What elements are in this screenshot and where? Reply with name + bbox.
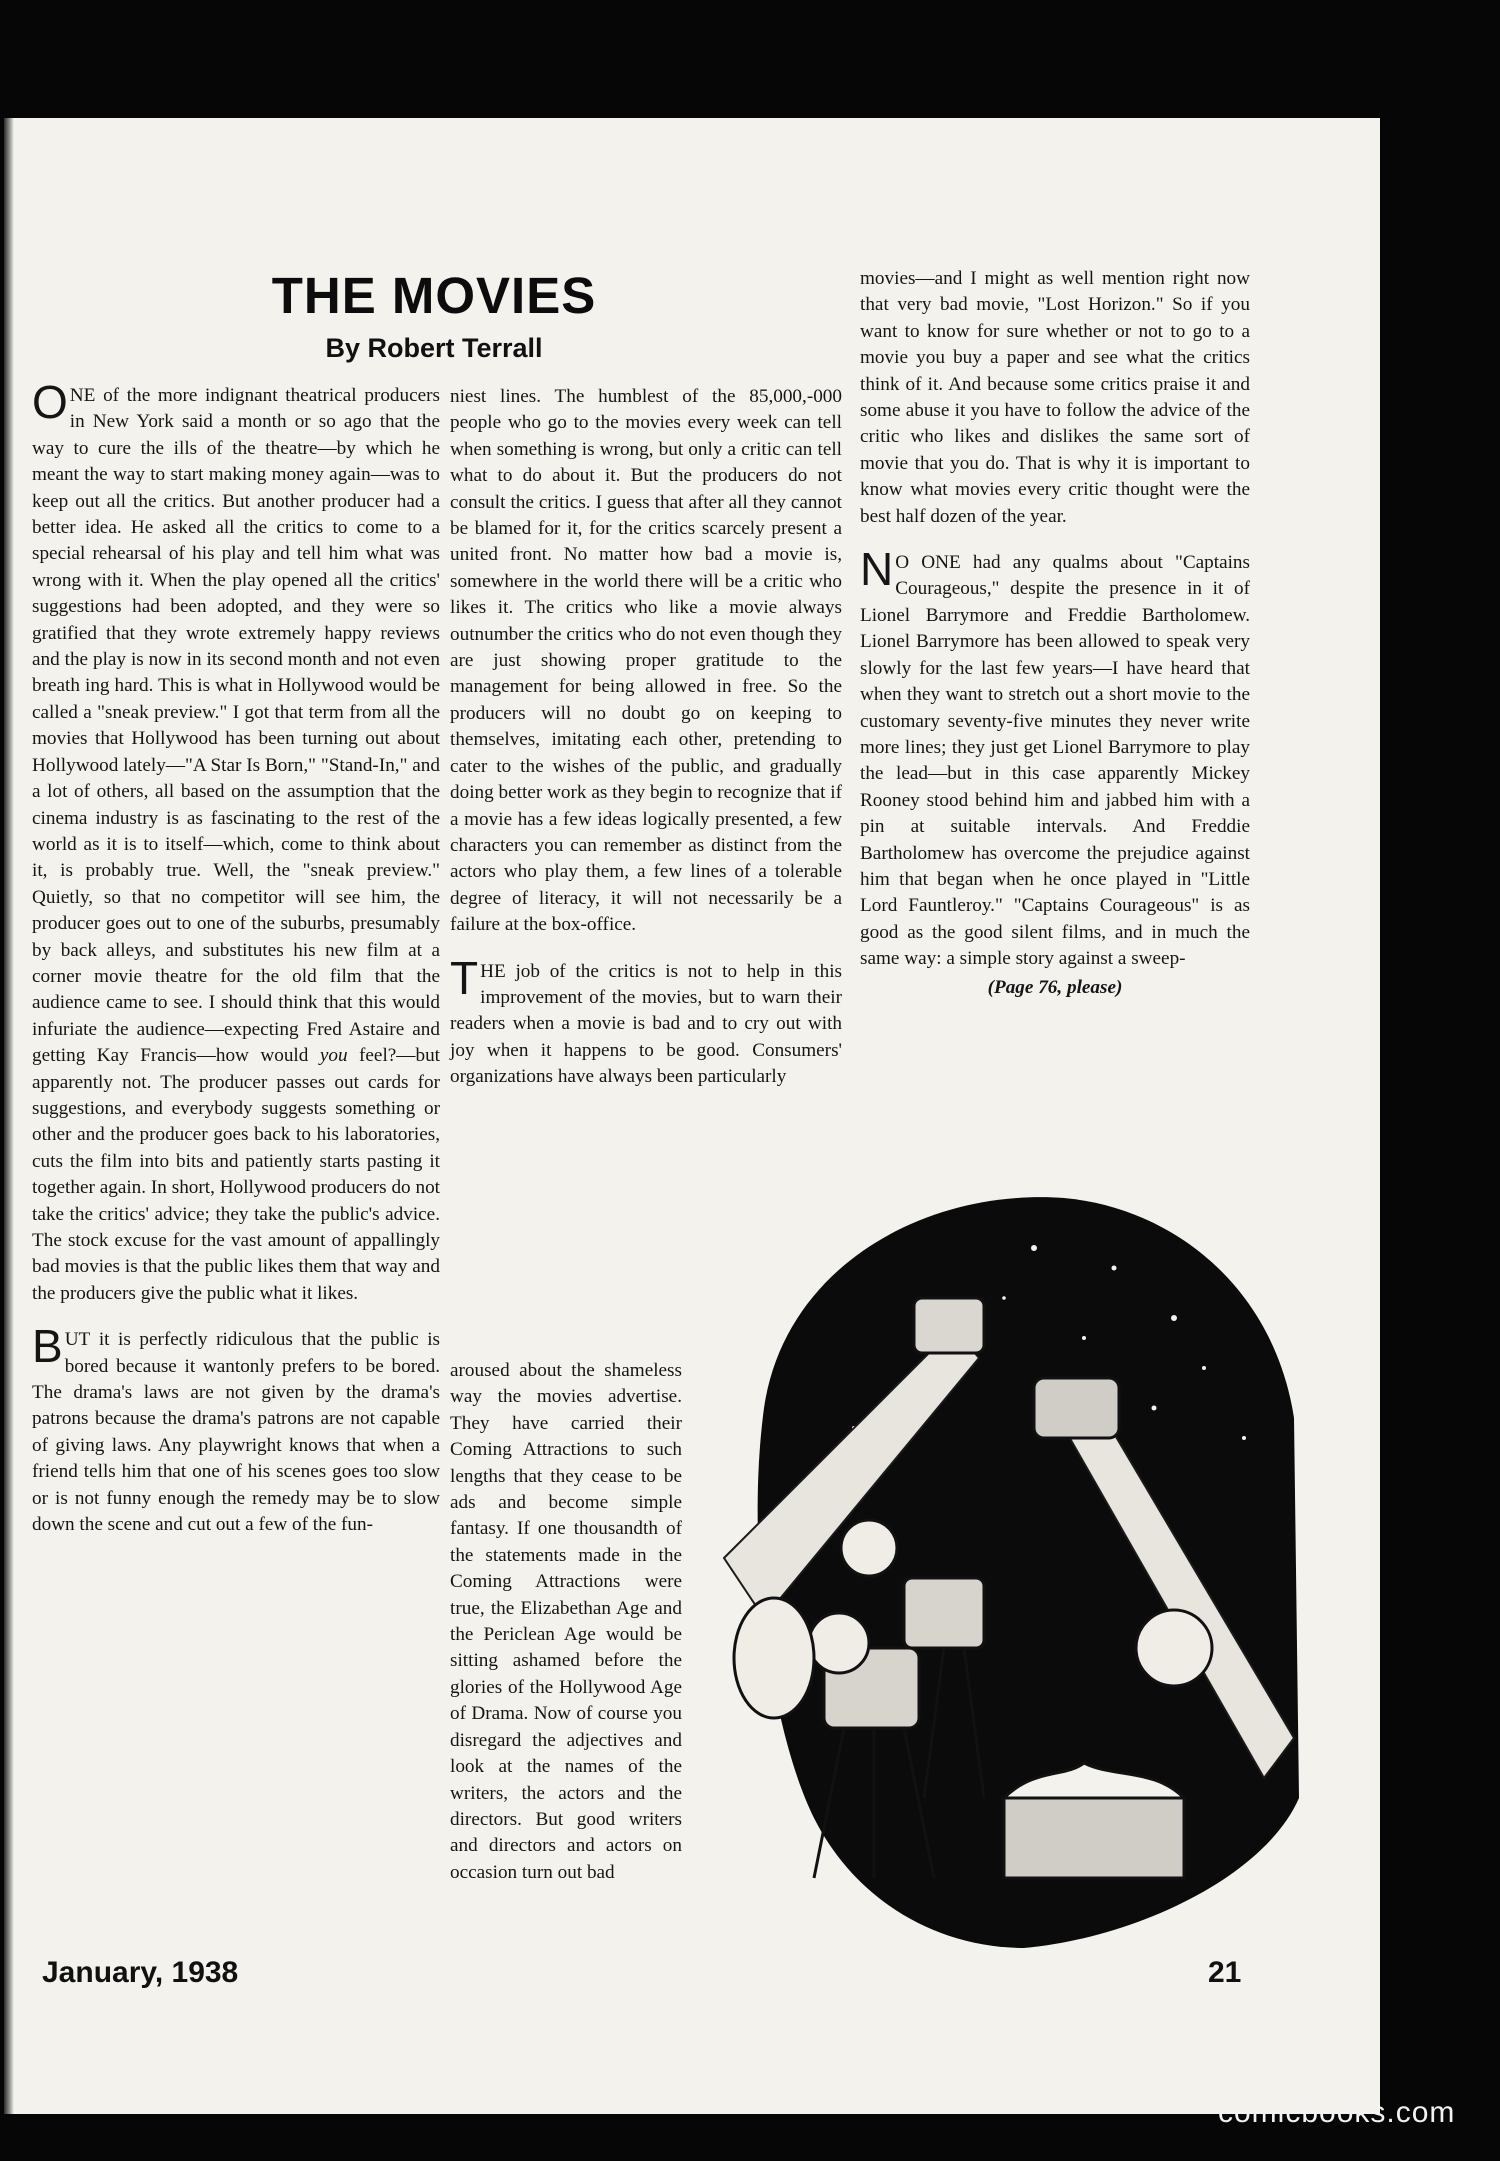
magazine-page bbox=[4, 118, 1380, 2114]
watermark: comicbooks.com bbox=[1218, 2096, 1456, 2129]
paragraph bbox=[450, 951, 842, 1091]
page-number: 21 bbox=[1208, 1956, 1242, 1989]
paragraph bbox=[32, 1320, 440, 1538]
paragraph: niest lines. The humblest of the 85,000,-000 people who go to the movies every week can tell when something is wrong, but only a critic can tell what to do about it. But the producers do not consult the critics. I guess that after all they cannot be blamed for it, for the critics scarcely present a united front. No matter how bad a movie is, somewhere in the world there will be a critic who likes it. The critics who like a movie always outnumber the critics who do not even though they are just showing proper gratitude to the management for being allowed in free. So the producers will no doubt go on keeping to themselves, imitating each other, pretending to cater to the wishes of the public, and gradually doing better work as they begin to recognize that if a movie has a few ideas logically presented, a few characters you can remember as distinct from the actors who play them, a few lines of a tolerable degree of literacy, it will not necessarily be a failure at the box-office. bbox=[450, 386, 842, 936]
paragraph-text: it is perfectly ridiculous that the public is bored because it wantonly prefers to be bored. The drama's laws are not given by the drama's patrons because the drama's patrons are not capable of giving laws. Any playwright knows that when a friend tells him that one of his scenes goes too slow or is not funny enough the remedy may be to slow down the scene and cut out a few of the fun- bbox=[32, 1329, 440, 1536]
illustration-stage bbox=[1004, 1763, 1184, 1878]
paragraph bbox=[32, 376, 440, 1307]
article-title: THE MOVIES bbox=[271, 267, 597, 324]
paragraph-text: job of the critics is not to help in this improvement of the movies, but to warn their readers when a movie is bad and to cry out with joy when it happens to be good. Consumers' organizations have always been particularly bbox=[450, 960, 842, 1088]
paragraph-text: of the more indignant theatrical producers in New York said a month or so ago that the way to cure the ills of the theatre—by which he meant the way to start making money again—was to keep out all the critics. But another producer had a better idea. He asked all the critics to come to a special rehearsal of his play and tell him what was wrong with it. When the play opened all the critics' suggestions had been adopted, and they were so gratified that they wrote extremely happy reviews and the play is now in its second month and not even breath ing hard. This is what in Hollywood would be called a "sneak preview." I got that term from all the movies that Hollywood has been turning out about Hollywood lately—"A Star Is Born," "Stand-In," and a lot of others, all based on the assumption that the cinema industry is as fascinating to the rest of the world as it is to itself—which, come to think about it, is probably true. Well, the "sneak preview." Quietly, so that no competitor will see him, the producer goes out to one of the suburbs, presumably by back alleys, and substitutes his new film at a corner movie theatre for the old film that the audience came to see. I should think that this would infuriate the audience—expecting Fred Astaire and getting Kay Francis—how would bbox=[32, 385, 440, 1067]
article-byline: By Robert Terrall bbox=[325, 333, 543, 363]
drop-cap: O bbox=[32, 376, 68, 428]
continued-note: (Page 76, please) bbox=[987, 976, 1123, 998]
paragraph-text: had any qualms about "Captains Courageous," despite the presence in it of Lionel Barrymore and Freddie Bartholomew. Lionel Barrymore has been allowed to speak very slowly for the last few years—I have heard that when they want to stretch out a short movie to the customary seventy-five minutes they never write more lines; they just get Lionel Barrymore to play the lead—but in this case apparently Mickey Rooney stood behind him and jabbed him with a pin at suitable intervals. And Freddie Bartholomew has overcome the prejudice against him that began when he once played in "Little Lord Fauntleroy." "Captains Courageous" is as good as the good silent films, and in much the same way: a simple story against a sweep- bbox=[860, 552, 1250, 970]
lead-in: UT bbox=[64, 1329, 91, 1351]
paragraph bbox=[860, 543, 1250, 973]
drop-cap: B bbox=[32, 1320, 63, 1373]
lead-in: O ONE bbox=[895, 552, 961, 574]
paragraph-text: feel?—but apparently not. The producer passes out cards for suggestions, and everybody suggests something or other and the producer goes back to his laboratories, cuts the film into bits and patiently starts pasting it together again. In short, Hollywood producers do not take the critics' advice; they take the public's advice. The stock excuse for the vast amount of appallingly bad movies is that the public likes them that way and the producers give the public what it likes. bbox=[32, 1045, 440, 1304]
issue-date: January, 1938 bbox=[42, 1956, 239, 1989]
movie-set-illustration bbox=[704, 1178, 1304, 1968]
lead-in: HE bbox=[480, 960, 506, 982]
paragraph: movies—and I might as well mention right now that very bad movie, "Lost Horizon." So if you want to know for sure whether or not to go to a movie you buy a paper and see what the critics think of it. And because some critics praise it and some abuse it you have to follow the advice of the critic who likes and dislikes the same sort of movie that you do. That is why it is important to know what movies every critic thought were the best half dozen of the year. bbox=[860, 268, 1250, 527]
emphasis: you bbox=[319, 1045, 348, 1067]
column-2-narrow bbox=[450, 1358, 682, 1886]
lead-in: NE bbox=[69, 385, 96, 406]
drop-cap: T bbox=[450, 951, 479, 1004]
drop-cap: N bbox=[860, 543, 894, 596]
column-3 bbox=[860, 266, 1250, 1001]
paragraph: aroused about the shameless way the movies advertise. They have carried their Coming Attractions to such lengths that they cease to be ads and become simple fantasy. If one thousandth of the statements made in the Coming Attractions were true, the Elizabethan Age and the Periclean Age would be sitting ashamed before the glories of the Hollywood Age of Drama. Now of course you disregard the adjectives and look at the names of the writers, the actors and the directors. But good writers and directors and actors on occasion turn out bad bbox=[450, 1360, 682, 1883]
column-2 bbox=[450, 384, 842, 1091]
column-1 bbox=[32, 376, 440, 1538]
page-spine bbox=[4, 118, 14, 2114]
